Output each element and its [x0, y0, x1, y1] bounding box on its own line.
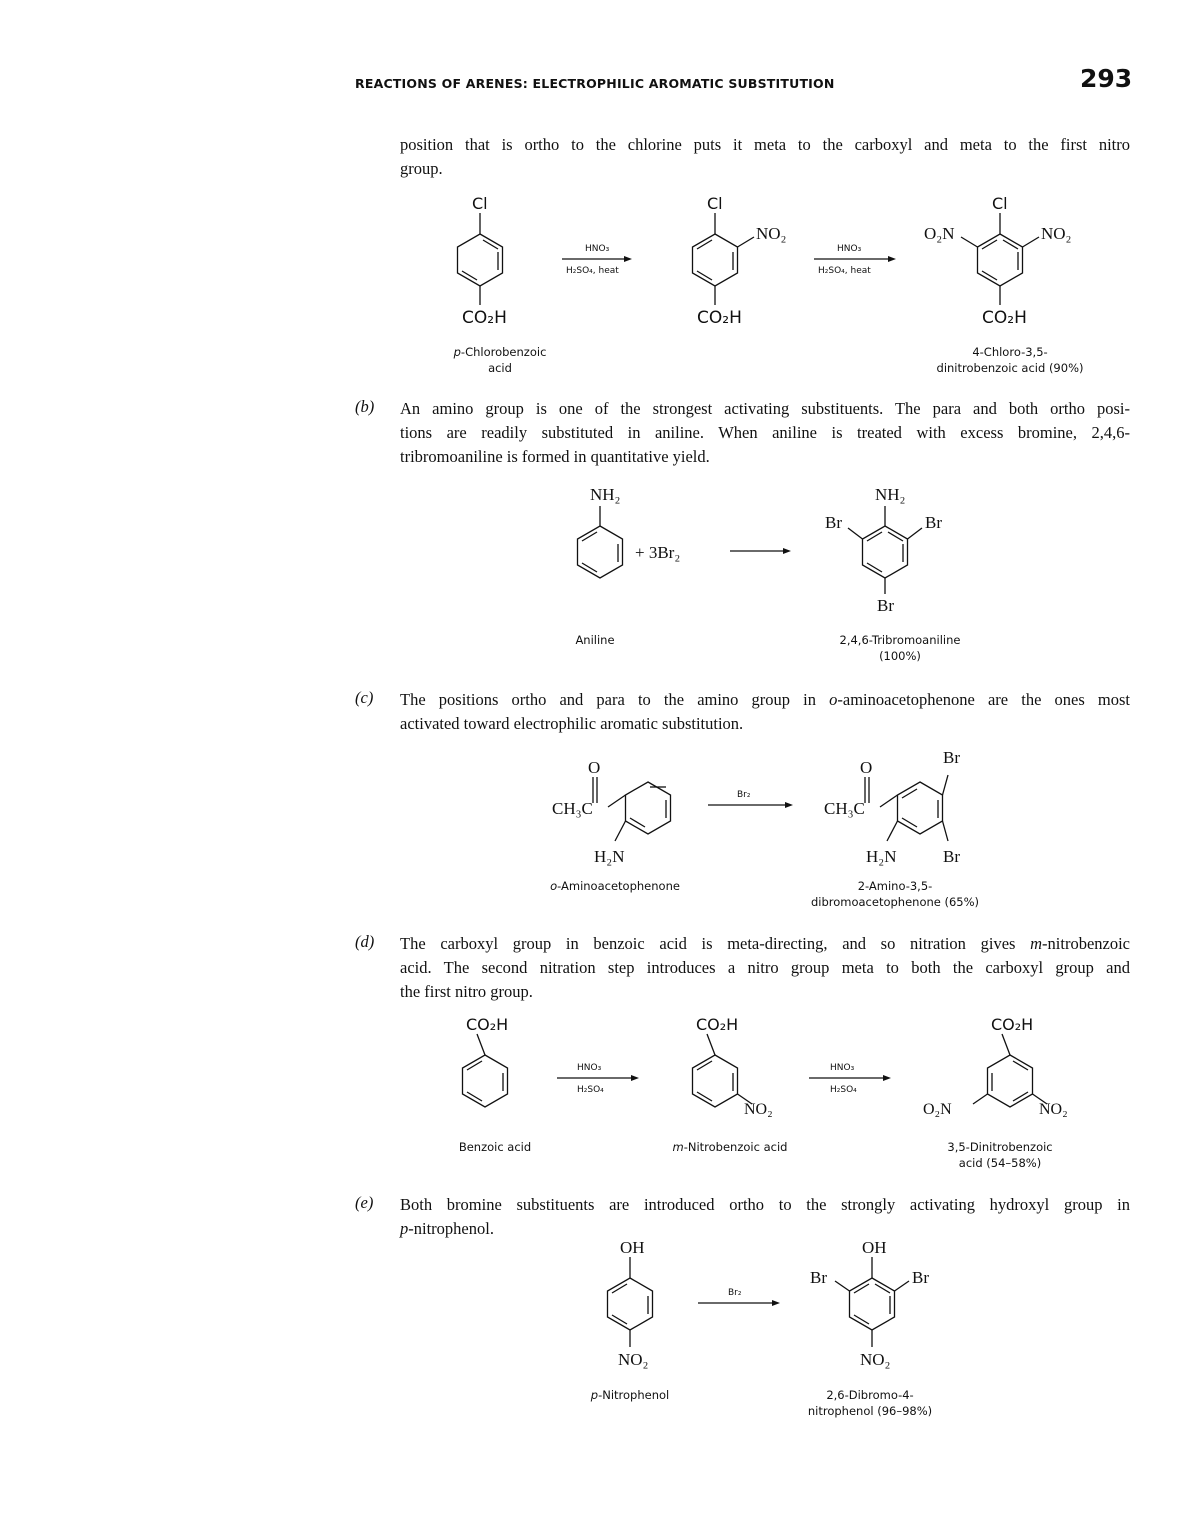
- svg-text:H₂N: H₂N: [866, 847, 897, 866]
- svg-text:Br: Br: [810, 1268, 827, 1287]
- part-e-label: (e): [355, 1193, 374, 1212]
- page-number: 293: [1080, 64, 1133, 93]
- chloronitrobenzoic-acid-structure: [693, 194, 787, 328]
- dibromonitrophenol-structure: [810, 1238, 929, 1369]
- svg-text:OH: OH: [620, 1238, 645, 1257]
- svg-text:NO₂: NO₂: [1039, 1101, 1068, 1118]
- svg-text:NO₂: NO₂: [1041, 224, 1072, 243]
- svg-text:CO₂H: CO₂H: [696, 1015, 739, 1034]
- svg-text:H₂SO₄, heat: H₂SO₄, heat: [566, 266, 619, 276]
- reaction-arrow-1: [557, 1063, 639, 1095]
- svg-text:HNO₃: HNO₃: [585, 244, 610, 254]
- svg-text:HNO₃: HNO₃: [837, 244, 862, 254]
- svg-text:CO₂H: CO₂H: [466, 1015, 509, 1034]
- svg-text:CO₂H: CO₂H: [982, 308, 1027, 328]
- intro-paragraph: [400, 133, 1130, 181]
- svg-text:NH₂: NH₂: [875, 485, 906, 504]
- bromine-reagent: + 3Br₂: [635, 543, 681, 562]
- svg-text:CH₃C: CH₃C: [552, 799, 593, 818]
- svg-text:CH₃C: CH₃C: [824, 799, 865, 818]
- part-d-label: (d): [355, 932, 375, 951]
- scheme-c-aminoacetophenone-bromination: [540, 745, 1000, 875]
- reaction-arrow: [698, 1288, 780, 1306]
- scheme-b-aniline-bromination: [540, 478, 980, 628]
- svg-text:HNO₃: HNO₃: [577, 1063, 602, 1073]
- scheme-a-chlorobenzoic-nitration: [400, 185, 1120, 335]
- svg-text:CO₂H: CO₂H: [462, 308, 507, 328]
- svg-text:O₂N: O₂N: [924, 224, 955, 243]
- part-d-paragraph: The carboxyl group in benzoic acid is meta-directing, and so nitration gives m-nitrobenzoic acid. The second nitration step introduces a nitro group meta to both the carboxyl group and the first nitro group.: [400, 934, 1130, 1001]
- m-nitrobenzoic-acid-structure: [693, 1015, 773, 1118]
- caption-amino-dibromoacetophenone: 2-Amino-3,5- dibromoacetophenone (65%): [810, 879, 980, 909]
- svg-text:Br: Br: [943, 748, 960, 767]
- caption-chlorodinitrobenzoic-acid: 4-Chloro-3,5- dinitrobenzoic acid (90%): [936, 345, 1084, 375]
- caption-o-aminoacetophenone: o-Aminoacetophenone: [550, 879, 680, 893]
- svg-text:H₂SO₄: H₂SO₄: [577, 1085, 604, 1095]
- svg-text:Br₂: Br₂: [737, 790, 751, 800]
- caption-p-nitrophenol: p-Nitrophenol: [590, 1388, 670, 1402]
- part-c-label: (c): [355, 688, 374, 707]
- running-title: REACTIONS OF ARENES: ELECTROPHILIC AROMATIC SUBSTITUTION: [355, 76, 835, 91]
- svg-text:O: O: [588, 758, 601, 777]
- reaction-arrow-1: [562, 244, 632, 276]
- p-chlorobenzoic-acid-structure: [458, 194, 507, 328]
- svg-text:CO₂H: CO₂H: [697, 308, 742, 328]
- svg-text:H₂SO₄, heat: H₂SO₄, heat: [818, 266, 871, 276]
- part-b-label: (b): [355, 397, 375, 416]
- intro-line-1: position that is ortho to the chlorine puts it meta to the carboxyl and meta to the first nitro: [400, 135, 1130, 154]
- reaction-arrow: [730, 548, 791, 554]
- part-c-paragraph: The positions ortho and para to the amino group in o-aminoacetophenone are the ones most activated toward electrophilic aromatic substitution.: [400, 690, 1130, 733]
- chlorodinitrobenzoic-acid-structure: [924, 194, 1071, 328]
- svg-text:Br: Br: [877, 596, 894, 615]
- benzoic-acid-structure: [463, 1015, 509, 1107]
- reaction-arrow-2: [809, 1063, 891, 1095]
- svg-text:Br: Br: [912, 1268, 929, 1287]
- svg-text:NO₂: NO₂: [618, 1350, 649, 1369]
- svg-text:NO₂: NO₂: [860, 1350, 891, 1369]
- svg-text:Br: Br: [925, 513, 942, 532]
- part-b-paragraph: An amino group is one of the strongest activating substituents. The para and both ortho posi- tions are readily substituted in aniline. When aniline is treated with excess bromine, 2,4,6- tribromoaniline is formed in quantitative yield.: [400, 399, 1130, 466]
- scheme-e-nitrophenol-bromination: [560, 1235, 980, 1375]
- p-nitrophenol-structure: [608, 1238, 653, 1369]
- svg-text:Br: Br: [825, 513, 842, 532]
- svg-text:O: O: [860, 758, 873, 777]
- tribromoaniline-structure: [825, 485, 942, 615]
- svg-text:O₂N: O₂N: [923, 1101, 952, 1118]
- caption-m-nitrobenzoic-acid: m-Nitrobenzoic acid: [672, 1140, 788, 1154]
- part-e-paragraph: Both bromine substituents are introduced ortho to the strongly activating hydroxyl group in p-nitrophenol.: [400, 1195, 1130, 1238]
- svg-text:OH: OH: [862, 1238, 887, 1257]
- svg-text:Cl: Cl: [992, 194, 1008, 213]
- caption-tribromoaniline: 2,4,6-Tribromoaniline (100%): [839, 633, 961, 663]
- reaction-arrow-2: [814, 244, 896, 276]
- svg-text:NH₂: NH₂: [590, 485, 621, 504]
- o-aminoacetophenone-structure: [552, 758, 671, 866]
- aniline-structure: [578, 485, 623, 578]
- svg-text:HNO₃: HNO₃: [830, 1063, 855, 1073]
- svg-text:NO₂: NO₂: [756, 224, 787, 243]
- svg-text:NO₂: NO₂: [744, 1101, 773, 1118]
- caption-p-chlorobenzoic-acid: p-Chlorobenzoic acid: [453, 345, 547, 375]
- svg-text:Cl: Cl: [707, 194, 723, 213]
- caption-aniline: Aniline: [575, 633, 615, 647]
- reaction-arrow: [708, 790, 793, 808]
- svg-text:Cl: Cl: [472, 194, 488, 213]
- scheme-d-benzoic-acid-nitration: [430, 1010, 1110, 1125]
- svg-text:H₂SO₄: H₂SO₄: [830, 1085, 857, 1095]
- caption-dibromonitrophenol: 2,6-Dibromo-4- nitrophenol (96–98%): [807, 1388, 933, 1418]
- caption-benzoic-acid: Benzoic acid: [458, 1140, 532, 1154]
- svg-text:Br: Br: [943, 847, 960, 866]
- intro-line-2: group.: [400, 159, 443, 178]
- svg-text:H₂N: H₂N: [594, 847, 625, 866]
- svg-text:Br₂: Br₂: [728, 1288, 742, 1298]
- dinitrobenzoic-acid-structure: [923, 1015, 1068, 1118]
- caption-dinitrobenzoic-acid: 3,5-Dinitrobenzoic acid (54–58%): [947, 1140, 1053, 1170]
- amino-dibromoacetophenone-structure: [824, 748, 960, 866]
- svg-text:CO₂H: CO₂H: [991, 1015, 1034, 1034]
